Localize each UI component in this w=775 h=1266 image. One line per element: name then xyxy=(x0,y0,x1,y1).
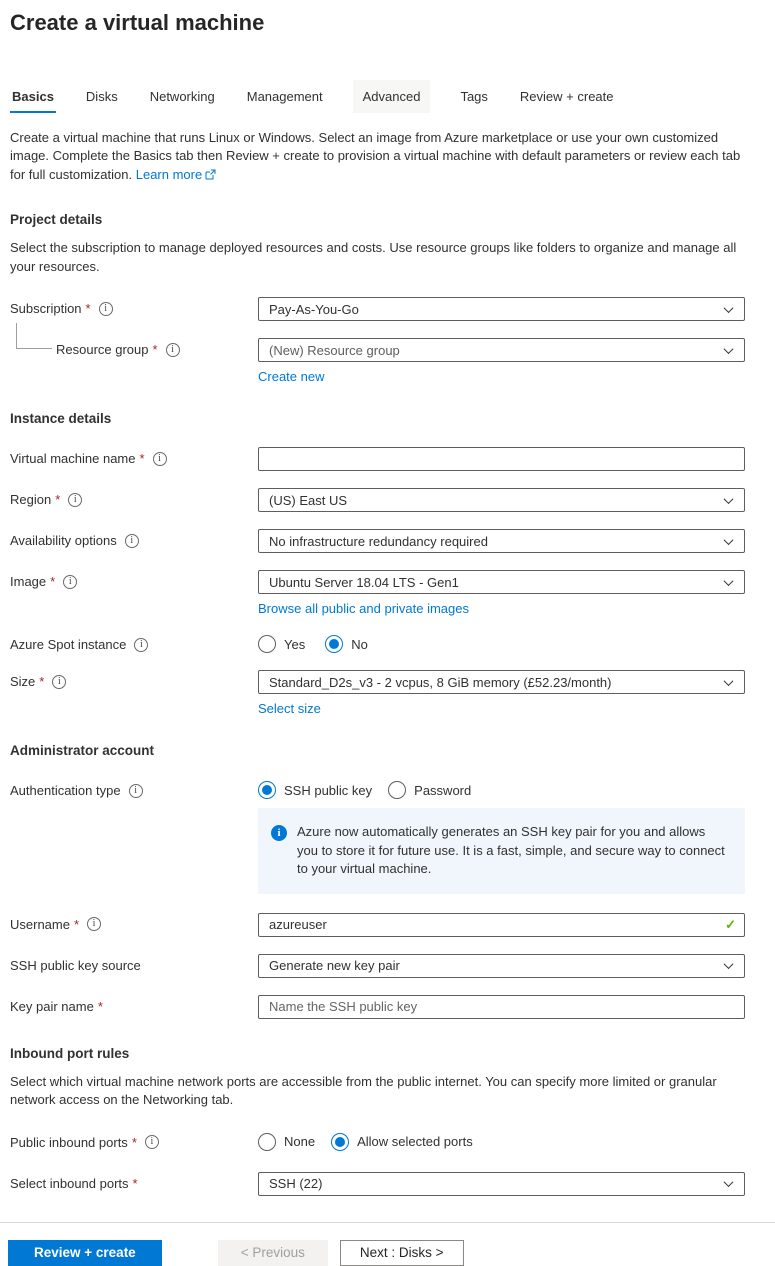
azure-spot-radio-group xyxy=(258,633,745,653)
field-row-subscription xyxy=(10,297,745,321)
radio-unselected-icon xyxy=(258,635,276,653)
size-value: Standard_D2s_v3 - 2 vcpus, 8 GiB memory (£52.23/month) xyxy=(269,674,612,690)
azure-spot-option-no[interactable] xyxy=(325,635,368,653)
radio-unselected-icon xyxy=(388,781,406,799)
availability-options-value: No infrastructure redundancy required xyxy=(269,533,488,549)
radio-selected-icon xyxy=(258,781,276,799)
size-dropdown[interactable] xyxy=(258,670,745,694)
next-disks-button[interactable]: Next : Disks > xyxy=(340,1240,464,1266)
learn-more-link[interactable] xyxy=(136,167,216,182)
field-row-azure-spot xyxy=(10,633,745,653)
ssh-info-banner xyxy=(258,808,745,893)
radio-selected-icon xyxy=(325,635,343,653)
field-row-image xyxy=(10,570,745,616)
instance-details-heading: Instance details xyxy=(10,411,112,427)
vm-name-input[interactable] xyxy=(258,447,745,471)
info-icon[interactable]: i xyxy=(129,784,143,798)
resource-group-value: (New) Resource group xyxy=(269,342,400,358)
required-marker: * xyxy=(50,574,56,590)
auth-type-password-label: Password xyxy=(414,782,472,798)
hierarchy-connector-line xyxy=(16,323,52,349)
subscription-label: Subscription xyxy=(10,301,82,317)
field-row-key-pair-name xyxy=(10,995,745,1019)
inbound-port-rules-description: Select which virtual machine network ports are accessible from the public internet. You can specify more limited or granular network access on the Networking tab. xyxy=(10,1073,717,1108)
chevron-down-icon xyxy=(724,959,734,969)
resource-group-dropdown[interactable] xyxy=(258,338,745,362)
resource-group-label: Resource group xyxy=(56,342,149,358)
learn-more-label: Learn more xyxy=(135,166,203,182)
chevron-down-icon xyxy=(724,303,734,313)
public-inbound-ports-option-allow[interactable] xyxy=(331,1133,473,1151)
info-icon[interactable]: i xyxy=(166,343,180,357)
required-marker: * xyxy=(152,342,158,358)
size-label: Size xyxy=(10,674,36,690)
inbound-port-rules-heading: Inbound port rules xyxy=(10,1045,130,1061)
field-row-username xyxy=(10,913,745,937)
instance-details-form xyxy=(10,447,745,716)
azure-spot-option-yes[interactable] xyxy=(258,635,305,653)
required-marker: * xyxy=(139,451,145,467)
info-filled-icon: i xyxy=(271,825,287,841)
administrator-account-form xyxy=(10,779,745,1018)
tab-networking[interactable]: Networking xyxy=(149,89,215,104)
availability-options-label: Availability options xyxy=(10,533,117,549)
username-label: Username xyxy=(10,916,70,932)
field-row-resource-group xyxy=(10,338,745,384)
azure-spot-yes-label: Yes xyxy=(284,636,306,652)
browse-images-link[interactable]: Browse all public and private images xyxy=(258,601,469,617)
ssh-info-banner-text: Azure now automatically generates an SSH key pair for you and allows you to store it for future use. It is a fast, simple, and secure way to connect to your virtual machine. xyxy=(297,824,725,877)
required-marker: * xyxy=(55,492,61,508)
tab-advanced[interactable]: Advanced xyxy=(353,80,431,113)
chevron-down-icon xyxy=(724,344,734,354)
radio-selected-icon xyxy=(331,1133,349,1151)
info-icon[interactable]: i xyxy=(68,493,82,507)
chevron-down-icon xyxy=(724,676,734,686)
region-value: (US) East US xyxy=(269,492,348,508)
review-create-button[interactable]: Review + create xyxy=(8,1240,162,1266)
intro-text: Create a virtual machine that runs Linux or Windows. Select an image from Azure marketplace or use your own customized image. Complete the Basics tab then Review + create to provision a virtual machine with default parameters or review each tab for full customization. xyxy=(10,130,741,182)
previous-button[interactable]: < Previous xyxy=(218,1240,328,1266)
subscription-dropdown[interactable] xyxy=(258,297,745,321)
select-inbound-ports-label: Select inbound ports xyxy=(10,1175,129,1191)
key-pair-name-label: Key pair name xyxy=(10,998,94,1014)
field-row-public-inbound-ports xyxy=(10,1131,745,1151)
administrator-account-heading: Administrator account xyxy=(10,743,155,759)
intro-paragraph xyxy=(10,129,745,185)
tab-review-create[interactable]: Review + create xyxy=(519,89,614,104)
auth-type-ssh-label: SSH public key xyxy=(284,782,373,798)
inbound-port-rules-form xyxy=(10,1131,745,1196)
azure-spot-no-label: No xyxy=(351,636,368,652)
project-details-description: Select the subscription to manage deployed resources and costs. Use resource groups like folders to organize and manage all your resources. xyxy=(10,240,737,274)
required-marker: * xyxy=(73,916,80,932)
required-marker: * xyxy=(131,1134,137,1150)
field-row-size xyxy=(10,670,745,716)
page-title: Create a virtual machine xyxy=(10,10,265,35)
auth-type-label: Authentication type xyxy=(10,783,121,799)
info-icon[interactable]: i xyxy=(52,675,66,689)
region-dropdown[interactable] xyxy=(258,488,745,512)
chevron-down-icon xyxy=(724,1177,734,1187)
info-icon[interactable]: i xyxy=(125,534,139,548)
public-inbound-ports-allow-label: Allow selected ports xyxy=(357,1134,473,1150)
vm-name-label: Virtual machine name xyxy=(10,451,136,467)
field-row-ssh-key-source xyxy=(10,954,745,978)
public-inbound-ports-option-none[interactable] xyxy=(258,1133,315,1151)
azure-spot-label: Azure Spot instance xyxy=(10,637,127,653)
info-icon[interactable]: i xyxy=(145,1135,159,1149)
footer-action-bar xyxy=(0,1223,775,1266)
info-icon[interactable]: i xyxy=(87,917,101,931)
field-row-auth-type xyxy=(10,779,745,912)
image-label: Image xyxy=(10,574,47,590)
auth-type-radio-group xyxy=(258,779,745,799)
key-pair-name-input[interactable] xyxy=(258,995,745,1019)
image-dropdown[interactable] xyxy=(258,570,745,594)
auth-type-option-password[interactable] xyxy=(388,781,471,799)
tab-tags[interactable]: Tags xyxy=(460,89,488,104)
info-icon[interactable]: i xyxy=(134,638,148,652)
field-row-availability xyxy=(10,529,745,553)
field-row-vm-name xyxy=(10,447,745,471)
required-marker: * xyxy=(39,674,45,690)
region-label: Region xyxy=(10,492,52,508)
info-icon[interactable]: i xyxy=(99,302,113,316)
public-inbound-ports-radio-group xyxy=(258,1131,745,1151)
tab-bar xyxy=(10,80,745,113)
auth-type-option-ssh[interactable] xyxy=(258,781,372,799)
username-input[interactable] xyxy=(258,913,745,937)
tab-management[interactable]: Management xyxy=(246,89,323,104)
ssh-key-source-dropdown[interactable] xyxy=(258,954,745,978)
field-row-region xyxy=(10,488,745,512)
project-details-heading: Project details xyxy=(10,212,103,228)
select-inbound-ports-value: SSH (22) xyxy=(269,1176,323,1192)
ssh-key-source-value: Generate new key pair xyxy=(269,958,400,974)
info-icon[interactable]: i xyxy=(153,452,167,466)
external-link-icon xyxy=(205,167,216,185)
field-row-select-inbound-ports xyxy=(10,1172,745,1196)
required-marker: * xyxy=(132,1175,138,1191)
public-inbound-ports-label: Public inbound ports xyxy=(10,1134,128,1150)
chevron-down-icon xyxy=(724,576,734,586)
info-icon[interactable]: i xyxy=(63,575,77,589)
create-new-link[interactable]: Create new xyxy=(258,369,325,385)
chevron-down-icon xyxy=(724,535,734,545)
chevron-down-icon xyxy=(724,494,734,504)
valid-checkmark-icon: ✓ xyxy=(725,916,736,932)
public-inbound-ports-none-label: None xyxy=(284,1134,316,1150)
availability-options-dropdown[interactable] xyxy=(258,529,745,553)
image-value: Ubuntu Server 18.04 LTS - Gen1 xyxy=(269,574,459,590)
select-inbound-ports-dropdown[interactable] xyxy=(258,1172,745,1196)
ssh-key-source-label: SSH public key source xyxy=(10,957,141,973)
subscription-value: Pay-As-You-Go xyxy=(269,301,359,317)
tab-disks[interactable]: Disks xyxy=(85,89,118,104)
radio-unselected-icon xyxy=(258,1133,276,1151)
project-details-form xyxy=(10,297,745,384)
select-size-link[interactable]: Select size xyxy=(258,701,321,717)
required-marker: * xyxy=(97,998,103,1014)
tab-basics[interactable]: Basics xyxy=(10,80,56,113)
required-marker: * xyxy=(85,301,91,317)
